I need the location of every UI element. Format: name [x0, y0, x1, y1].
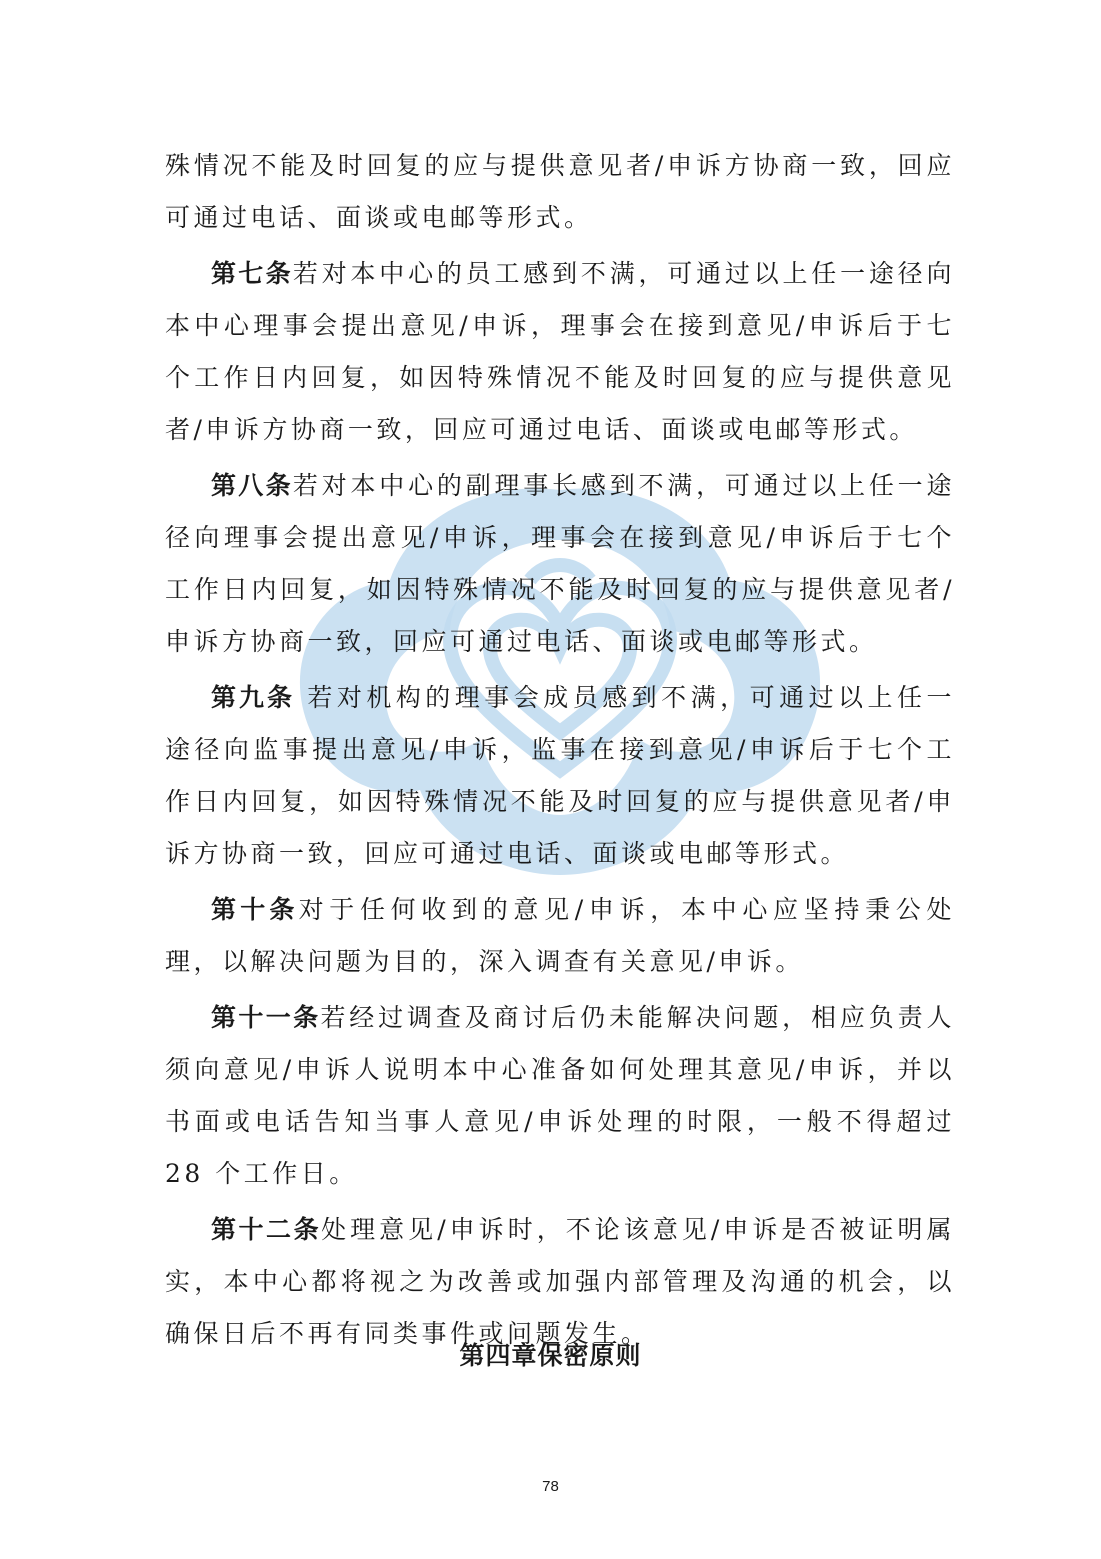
article-label: 第七条	[211, 259, 293, 288]
paragraph-text: 殊情况不能及时回复的应与提供意见者/申诉方协商一致，回应可通过电话、面谈或电邮等形式。	[165, 151, 955, 232]
article-label: 第十二条	[211, 1215, 322, 1244]
paragraph-continued	[165, 140, 955, 244]
paragraph-text: 若对本中心的员工感到不满，可通过以上任一途径向本中心理事会提出意见/申诉，理事会在接到意见/申诉后于七个工作日内回复，如因特殊情况不能及时回复的应与提供意见者/申诉方协商一致，回应可通过电话、面谈或电邮等形式。	[165, 259, 955, 444]
article-8	[165, 460, 955, 668]
paragraph-text: 处理意见/申诉时，不论该意见/申诉是否被证明属实，本中心都将视之为改善或加强内部管理及沟通的机会，以确保日后不再有同类事件或问题发生。	[165, 1215, 955, 1348]
article-9	[165, 672, 955, 880]
article-label: 第八条	[211, 471, 293, 500]
chapter-title: 第四章保密原则	[459, 1341, 642, 1370]
paragraph-text: 若对本中心的副理事长感到不满，可通过以上任一途径向理事会提出意见/申诉，理事会在接到意见/申诉后于七个工作日内回复，如因特殊情况不能及时回复的应与提供意见者/申诉方协商一致，回应可通过电话、面谈或电邮等形式。	[165, 471, 955, 656]
article-label: 第十一条	[211, 1003, 321, 1032]
page-number: 78	[542, 1478, 559, 1495]
article-10	[165, 884, 955, 988]
article-11	[165, 992, 955, 1200]
paragraph-text: 若经过调查及商讨后仍未能解决问题，相应负责人须向意见/申诉人说明本中心准备如何处理其意见/申诉，并以书面或电话告知当事人意见/申诉处理的时限，一般不得超过 28 个工作日。	[165, 1003, 955, 1188]
article-label: 第九条	[211, 683, 295, 712]
paragraph-text: 若对机构的理事会成员感到不满，可通过以上任一途径向监事提出意见/申诉，监事在接到意见/申诉后于七个工作日内回复，如因特殊情况不能及时回复的应与提供意见者/申诉方协商一致，回应可通过电话、面谈或电邮等形式。	[165, 683, 955, 868]
article-7	[165, 248, 955, 456]
paragraph-text: 对于任何收到的意见/申诉，本中心应坚持秉公处理，以解决问题为目的，深入调查有关意见/申诉。	[165, 895, 955, 976]
article-label: 第十条	[211, 895, 299, 924]
document-body	[165, 140, 955, 1364]
